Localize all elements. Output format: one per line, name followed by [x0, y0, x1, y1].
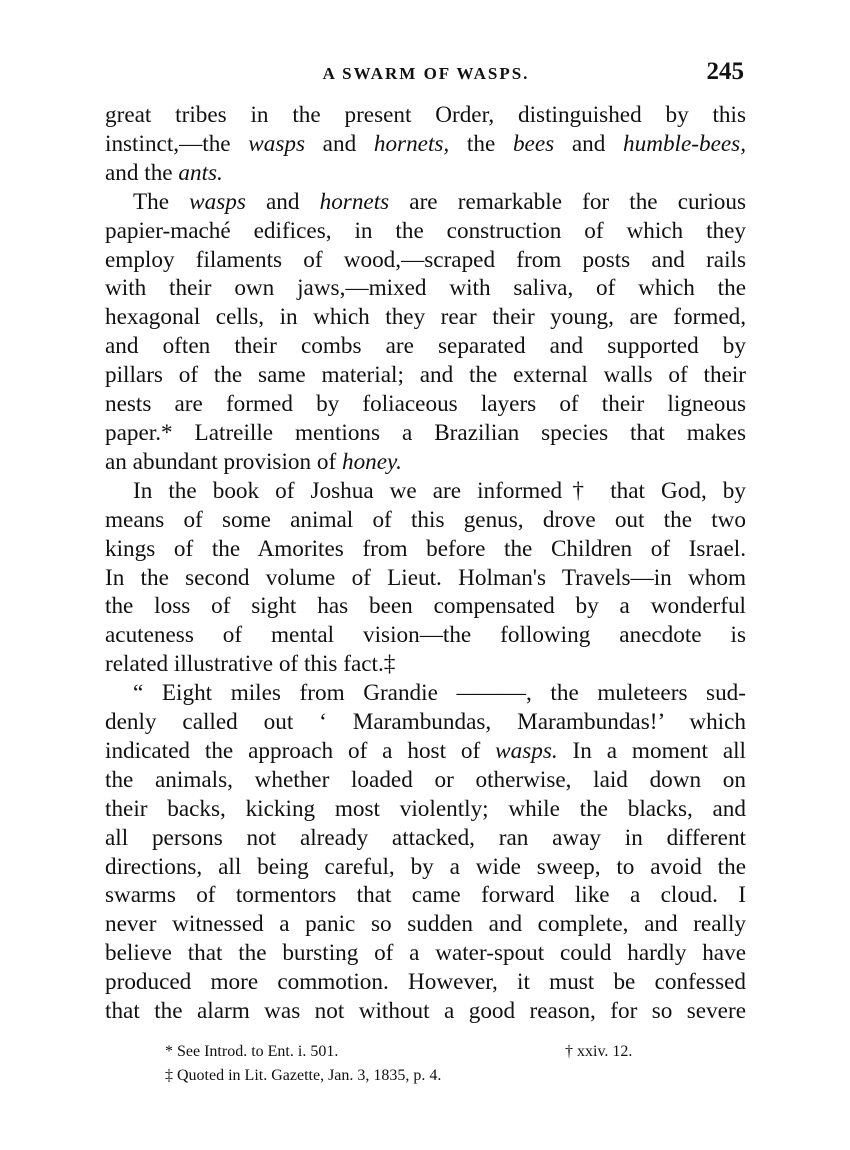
- italic-term: wasps.: [495, 737, 558, 764]
- text-line: believe that the bursting of a water-spout could hardly have: [105, 940, 746, 967]
- italic-term: ants.: [178, 159, 223, 186]
- text-line: The wasps and hornets are remarkable for the curious: [133, 188, 746, 215]
- text-line: papier-maché edifices, in the construction of which they: [105, 217, 746, 244]
- text-line: and the ants.: [105, 159, 223, 186]
- text-line: hexagonal cells, in which they rear their young, are formed,: [105, 304, 746, 331]
- italic-term: humble-bees,: [623, 130, 746, 157]
- page-number: 245: [706, 58, 744, 85]
- text-line: with their own jaws,—mixed with saliva, of which the: [105, 275, 746, 302]
- paragraph-3: [105, 477, 746, 679]
- text-line: related illustrative of this fact.‡: [105, 651, 396, 678]
- text-line: produced more commotion. However, it must be confessed: [105, 969, 746, 996]
- text-line: kings of the Amorites from before the Children of Israel.: [105, 535, 746, 562]
- text-line: never witnessed a panic so sudden and complete, and really: [105, 911, 746, 938]
- text-line: pillars of the same material; and the external walls of their: [105, 362, 746, 389]
- text-line: employ filaments of wood,—scraped from posts and rails: [105, 246, 746, 273]
- text-line: an abundant provision of honey.: [105, 448, 402, 475]
- footnote-1: * See Introd. to Ent. i. 501.: [165, 1043, 339, 1060]
- italic-term: hornets,: [373, 130, 450, 157]
- footnote-3: ‡ Quoted in Lit. Gazette, Jan. 3, 1835, p. 4.: [165, 1067, 442, 1084]
- text-line: their backs, kicking most violently; while the blacks, and: [105, 795, 746, 822]
- text-line: means of some animal of this genus, drove out the two: [105, 506, 746, 533]
- paragraph-2: [105, 188, 746, 477]
- text-line: acuteness of mental vision—the following anecdote is: [105, 622, 746, 649]
- text-line: all persons not already attacked, ran away in different: [105, 824, 746, 851]
- text-line: great tribes in the present Order, distinguished by this: [105, 102, 746, 128]
- text-line: In the book of Joshua we are informed† that God, by: [133, 477, 746, 504]
- text-line: indicated the approach of a host of wasps. In a moment all: [105, 737, 747, 764]
- italic-term: bees: [512, 130, 555, 157]
- footnotes: [165, 1040, 685, 1088]
- footnote-row-2: [165, 1064, 685, 1088]
- paragraph-1: [105, 101, 746, 188]
- text-line: the animals, whether loaded or otherwise, laid down on: [105, 766, 746, 793]
- text-line: the loss of sight has been compensated by a wonderful: [105, 593, 746, 620]
- text-line: In the second volume of Lieut. Holman's Travels—in whom: [105, 564, 746, 591]
- body-text: [105, 101, 746, 1026]
- text-line: and often their combs are separated and supported by: [105, 333, 746, 360]
- text-line: swarms of tormentors that came forward like a cloud. I: [105, 882, 746, 909]
- page-header: [108, 58, 744, 92]
- text-line: nests are formed by foliaceous layers of their ligneous: [105, 391, 746, 418]
- running-title: A SWARM OF WASPS.: [322, 64, 530, 83]
- footnote-2: † xxiv. 12.: [565, 1043, 633, 1060]
- text-line: “ Eight miles from Grandie ———, the muleteers sud-: [133, 680, 746, 707]
- footnote-row-1: [165, 1040, 685, 1064]
- text-line: instinct,—the wasps and hornets, the bees and humble-bees,: [105, 130, 746, 157]
- italic-term: honey.: [341, 448, 402, 475]
- text-line: denly called out ‘ Marambundas, Marambundas!’ which: [105, 709, 746, 736]
- italic-term: wasps: [189, 188, 246, 215]
- text-line: paper.* Latreille mentions a Brazilian species that makes: [105, 419, 746, 446]
- text-line: directions, all being careful, by a wide sweep, to avoid the: [105, 853, 746, 880]
- italic-term: wasps: [248, 130, 305, 157]
- paragraph-4: [105, 679, 746, 1026]
- italic-term: hornets: [319, 188, 390, 215]
- text-line: that the alarm was not without a good reason, for so severe: [105, 998, 746, 1025]
